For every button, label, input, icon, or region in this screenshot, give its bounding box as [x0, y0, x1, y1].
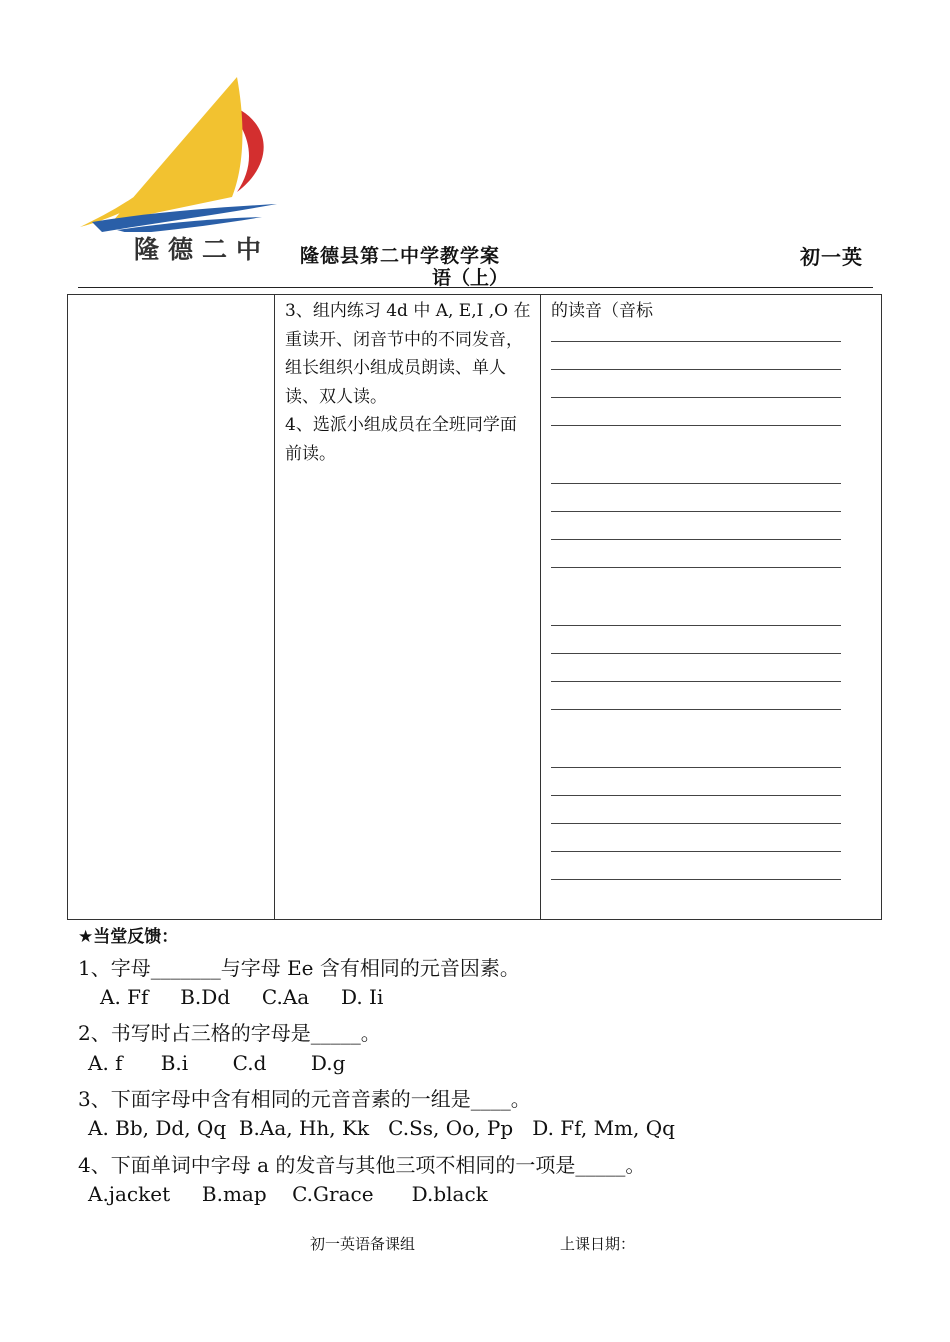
- question-1-options: A. Ff B.Dd C.Aa D. Ii: [100, 985, 384, 1009]
- answer-blank[interactable]: [551, 653, 841, 654]
- answer-blank[interactable]: [551, 625, 841, 626]
- sailboat-logo-icon: [72, 72, 287, 232]
- answer-blank[interactable]: [551, 823, 841, 824]
- question-2: 2、书写时占三格的字母是_____。: [78, 1021, 381, 1045]
- question-2-options: A. f B.i C.d D.g: [88, 1051, 346, 1075]
- question-4: 4、下面单词中字母 a 的发音与其他三项不相同的一项是_____。: [78, 1153, 646, 1177]
- activity-paragraph-4: 4、选派小组成员在全班同学面前读。: [285, 415, 517, 464]
- page-title: 隆德县第二中学教学案: [300, 245, 501, 267]
- school-logo: [72, 72, 287, 267]
- answer-blank[interactable]: [551, 709, 841, 710]
- question-3-options: A. Bb, Dd, Qq B.Aa, Hh, Kk C.Ss, Oo, Pp D. Ff, Mm, Qq: [88, 1116, 675, 1140]
- pronunciation-title: 的读音（音标: [551, 301, 653, 321]
- answer-blank[interactable]: [551, 539, 841, 540]
- answer-blank[interactable]: [551, 397, 841, 398]
- question-3: 3、下面字母中含有相同的元音音素的一组是____。: [78, 1087, 531, 1111]
- question-1: 1、字母_______与字母 Ee 含有相同的元音因素。: [78, 956, 520, 980]
- table-column-2: [275, 295, 541, 919]
- answer-blank[interactable]: [551, 425, 841, 426]
- answer-blank[interactable]: [551, 851, 841, 852]
- answer-blank[interactable]: [551, 795, 841, 796]
- answer-blank[interactable]: [551, 879, 841, 880]
- answer-blank[interactable]: [551, 511, 841, 512]
- header-right-text: 初一英: [800, 245, 863, 269]
- feedback-heading: ★当堂反馈：: [78, 927, 179, 947]
- answer-blank[interactable]: [551, 341, 841, 342]
- logo-text: 隆德二中: [134, 235, 271, 264]
- page-subtitle: 语（上）: [432, 267, 509, 289]
- answer-blank[interactable]: [551, 369, 841, 370]
- footer-group: 初一英语备课组: [310, 1235, 416, 1253]
- answer-blank[interactable]: [551, 483, 841, 484]
- header-divider: [78, 287, 873, 288]
- footer-date-label: 上课日期：: [560, 1235, 636, 1253]
- answer-blank[interactable]: [551, 767, 841, 768]
- table-column-3: [541, 295, 881, 921]
- lesson-table: [67, 294, 882, 920]
- answer-blank[interactable]: [551, 681, 841, 682]
- table-column-1: [68, 295, 275, 919]
- answer-blank[interactable]: [551, 567, 841, 568]
- question-4-options: A.jacket B.map C.Grace D.black: [88, 1182, 488, 1206]
- activity-paragraph-3: 3、组内练习 4d 中 A, E,I ,O 在重读开、闭音节中的不同发音，组长组织小组成员朗读、单人读、双人读。: [285, 301, 531, 407]
